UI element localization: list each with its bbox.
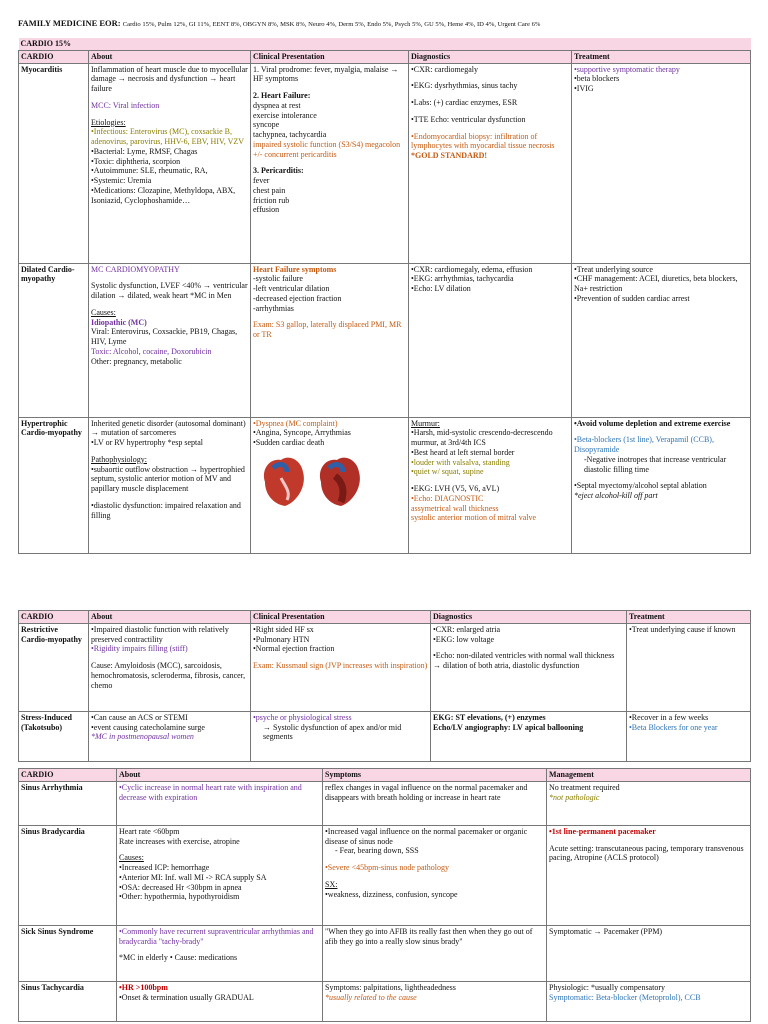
clinical-cell [251,63,409,263]
clinical-cell [251,263,409,417]
cell-text: •LV or RV hypertrophy *esp septal [91,438,204,447]
cell-text: *eject alcohol-kill off part [574,491,658,500]
treatment-cell [572,63,751,263]
about-cell [89,63,251,263]
cell-text: Heart rate <60bpm [119,826,180,836]
cell-text: •weakness, dizziness, confusion, syncope [325,889,458,899]
cell-text: Systolic dysfunction, LVEF <40% → ventricular dilation → dilated, weak heart *MC in Men [91,281,248,300]
cell-text: "When they go into AFIB its really fast then when they go out of afib they go into a really slow sinus brady" [325,926,533,946]
table-row [19,981,751,1021]
treatment-cell [627,623,751,711]
cell-text: Symptomatic → Pacemaker (PPM) [549,926,663,936]
cell-text: •Treat underlying source [574,264,653,274]
cell-text: Exam: Kussmaul sign (JVP increases with inspiration) [253,661,428,670]
cell-text: impaired systolic function (S3/S4) megacolon [253,139,401,149]
cell-text: •Echo: non-dilated ventricles with normal wall thickness → dilation of both atria, diastolic dysfunction [433,651,615,670]
table-row [19,623,751,711]
management-cell [547,981,751,1021]
cell-text: •Autoimmune: SLE, rheumatic, RA, [91,166,208,176]
cell-text: -decreased ejection fraction [253,293,342,303]
cell-text: •HR >100bpm [119,982,168,992]
cell-text: •Beta Blockers for one year [629,722,718,732]
cell-text: •Onset & termination usually GRADUAL [119,992,254,1002]
about-cell [117,781,323,825]
cell-text: •Increased ICP: hemorrhage [119,863,210,872]
treatment-cell [572,263,751,417]
treatment-cell [572,417,751,553]
col-header-clinical: Clinical Presentation [251,50,409,63]
cell-text: •Echo: DIAGNOSTIC [411,493,484,503]
cell-text: •EKG: low voltage [433,634,495,644]
table-header-row [19,769,751,782]
management-cell [547,781,751,825]
col-header-treatment: Treatment [572,50,751,63]
cell-text: •Prevention of sudden cardiac arrest [574,293,690,303]
table-row [19,781,751,825]
cell-text: •Rigidity impairs filling (stiff) [91,644,188,654]
cell-text: *not pathologic [549,792,600,802]
cell-text: Toxic: Alcohol, cocaine, Doxorubicin [91,346,212,356]
cell-text: assymetrical wall thickness [411,503,499,513]
cell-text: Physiologic: *usually compensatory [549,982,665,992]
col-header-about: About [117,769,323,782]
about-cell [117,825,323,925]
cell-text: Symptoms: palpitations, lightheadedness [325,982,456,992]
heart-normal-icon [264,457,304,505]
col-header-treatment: Treatment [627,611,751,624]
cell-text: SX: [325,879,338,889]
table-row [19,263,751,417]
cell-text: •Best heard at left sternal border [411,447,515,457]
cell-text: •Impaired diastolic function with relatively preserved contractility [91,624,229,644]
row-name: Stress-Induced (Takotsubo) [19,711,89,761]
cell-text: •subaortic outflow obstruction → hypertrophied septum, systolic anterior motion of MV and papillary muscle displacement [91,464,245,493]
cell-text: •CHF management: ACEI, diuretics, beta blockers, Na+ restriction [574,274,738,293]
cell-text: Murmur: [411,418,440,428]
row-name: Sinus Arrhythmia [19,781,117,825]
cell-text: fever [253,176,270,185]
symptoms-cell [323,981,547,1021]
cell-text: •quiet w/ squat, supine [411,467,484,477]
cell-text: •Right sided HF sx [253,624,314,634]
cell-text: Inflammation of heart muscle due to myocellular damage → necrosis and dysfunction → heart failure [91,64,248,93]
cell-text: •Labs: (+) cardiac enzymes, ESR [411,98,518,107]
table-row [19,417,751,553]
row-name: Sick Sinus Syndrome [19,925,117,981]
diagnostics-cell [431,711,627,761]
row-name: Sinus Tachycardia [19,981,117,1021]
cell-text: •Recover in a few weeks [629,712,709,722]
management-cell [547,925,751,981]
table-row [19,825,751,925]
cell-text: •Sudden cardiac death [253,438,325,447]
cell-text: Acute setting: transcutaneous pacing, temporary transvenous pacing, Atropine (ACLS protocol) [549,843,744,863]
cell-text: exercise intolerance [253,110,317,120]
diagnostics-cell [409,63,572,263]
cell-text: •louder with valsalva, standing [411,457,510,467]
cell-text: chest pain [253,185,286,195]
cell-text: Viral: Enterovirus, Coxsackie, PB19, Chagas, HIV, Lyme [91,327,238,346]
cell-text: •Other: hypothermia, hypothyroidism [119,892,240,902]
row-name: Myocarditis [19,63,89,263]
about-cell [89,711,251,761]
management-cell [547,825,751,925]
cell-text: •EKG: arrhythmias, tachycardia [411,274,514,284]
cell-text: *usually related to the cause [325,992,417,1002]
cell-text: •Bacterial: Lyme, RMSF, Chagas [91,146,198,156]
cell-text: •Septal myectomy/alcohol septal ablation [574,481,707,491]
cell-text: -systolic failure [253,274,303,284]
cell-text: 2. Heart Failure: [253,91,311,100]
cell-text: •Can cause an ACS or STEMI [91,712,188,722]
about-cell [117,981,323,1021]
document-title: FAMILY MEDICINE EOR: [18,18,121,28]
cell-text: *GOLD STANDARD! [411,151,488,160]
cell-text: -Negative inotropes that increase ventricular diastolic filling time [584,454,727,474]
cell-text: friction rub [253,195,290,205]
cell-text: •Systemic: Uremia [91,176,152,185]
cell-text: •1st line-permanent pacemaker [549,826,656,836]
cell-text: syncope [253,120,280,130]
cell-text: Echo/LV angiography: LV apical ballooning [433,722,584,732]
col-header-symptoms: Symptoms [323,769,547,782]
row-name: Sinus Bradycardia [19,825,117,925]
cell-text: •TTE Echo: ventricular dysfunction [411,114,526,124]
cell-text: •diastolic dysfunction: impaired relaxation and filling [91,500,241,520]
about-cell [89,263,251,417]
table-row [19,63,751,263]
document-subtitle: Cardio 15%, Pulm 12%, GI 11%, EENT 8%, OBGYN 8%, MSK 8%, Neuro 4%, Derm 5%, Endo 5%, Psych 5%, GU 5%, Heme 4%, ID 4%, Urgent Care 6% [122,21,541,28]
clinical-cell [251,623,431,711]
cell-text: → Systolic dysfunction of apex and/or mid segments [263,722,402,742]
cell-text: •Severe <45bpm-sinus node pathology [325,863,449,872]
cell-text: •Cyclic increase in normal heart rate with inspiration and decrease with expiration [119,782,302,802]
cell-text: •CXR: enlarged atria [433,624,501,634]
col-header-about: About [89,611,251,624]
symptoms-cell [323,925,547,981]
cell-text: •Avoid volume depletion and extreme exercise [574,418,731,428]
cell-text: •CXR: cardiomegaly [411,64,479,74]
cell-text: 3. Pericarditis: [253,166,304,176]
clinical-cell [251,711,431,761]
cell-text: Rate increases with exercise, atropine [119,836,240,846]
cell-text: •Pulmonary HTN [253,634,310,644]
cell-text: •Increased vagal influence on the normal pacemaker or organic disease of sinus node [325,826,528,846]
row-name: Dilated Cardio-myopathy [19,263,89,417]
cell-text: -arrhythmias [253,303,294,313]
cell-text: systolic anterior motion of mitral valve [411,513,537,523]
document-header [18,18,540,29]
table-row [19,711,751,761]
about-cell [89,623,251,711]
about-cell [117,925,323,981]
cell-text: Symptomatic: Beta-blocker (Metoprolol), CCB [549,992,701,1002]
section-label: CARDIO 15% [19,38,751,50]
cell-text: +/- concurrent pericarditis [253,149,337,159]
cell-text: •Normal ejection fraction [253,644,335,654]
cell-text: Inherited genetic disorder (autosomal dominant) → mutation of sarcomeres [91,418,246,438]
cell-text: - Fear, bearing down, SSS [335,846,419,856]
row-name: Restrictive Cardio-myopathy [19,623,89,711]
cell-text: •Infectious: Enterovirus (MC), coxsackie B, adenovirus, parovirus, HHV-6, EBV, HIV, VZV [91,127,245,146]
cell-text: •Treat underlying cause if known [629,624,736,634]
treatment-cell [627,711,751,761]
cell-text: Heart Failure symptoms [253,264,337,274]
heart-hypertrophic-icon [320,457,360,505]
cell-text: Cause: Amyloidosis (MCC), sarcoidosis, hemochromatosis, scleroderma, fibrosis, cancer, chemo [91,661,246,690]
cell-text: Causes: [119,853,144,863]
diagnostics-cell [409,417,572,553]
symptoms-cell [323,825,547,925]
table-header-row [19,50,751,63]
cell-text: dyspnea at rest [253,100,301,110]
cell-text: Other: pregnancy, metabolic [91,356,182,366]
cell-text: •Beta-blockers (1st line), Verapamil (CCB), Disopyramide [574,435,714,454]
col-header-cardio: CARDIO [19,769,117,782]
cell-text: •psyche or physiological stress [253,712,352,722]
cardio-table-1 [18,38,751,554]
cell-text: Exam: S3 gallop, laterally displaced PMI, MR or TR [253,320,402,339]
col-header-cardio: CARDIO [19,611,89,624]
section-label-row [19,38,751,50]
cell-text: •Medications: Clozapine, Methyldopa, ABX, Isoniazid, Cyclophoshamide… [91,185,236,205]
cell-text: •Echo: LV dilation [411,284,471,293]
cell-text: reflex changes in vagal influence on the normal pacemaker and disappears with breath holding or increase in heart rate [325,782,528,802]
col-header-about: About [89,50,251,63]
cell-text: •EKG: LVH (V5, V6, aVL) [411,484,500,493]
cell-text: No treatment required [549,782,620,792]
row-name: Hypertrophic Cardio-myopathy [19,417,89,553]
cell-text: MCC: Viral infection [91,100,160,110]
cell-text: effusion [253,205,280,215]
cell-text: tachypnea, tachycardia [253,130,327,139]
cell-text: •EKG: dysrhythmias, sinus tachy [411,81,518,91]
cell-text: Causes: [91,307,116,317]
cell-text: EKG: ST elevations, (+) enzymes [433,712,546,722]
cell-text: 1. Viral prodrome: fever, myalgia, malaise → HF symptoms [253,64,399,84]
cell-text: •Toxic: diphtheria, scorpion [91,156,181,166]
cell-text: •Dyspnea (MC complaint) [253,418,338,428]
cell-text: Idiopathic (MC) [91,317,147,327]
cell-text: •Harsh, mid-systolic crescendo-decrescendo murmur, at 3rd/4th ICS [411,428,553,447]
about-cell [89,417,251,553]
cell-text: Etiologies: [91,117,126,127]
cell-text: •Commonly have recurrent supraventricular arrhythmias and bradycardia "tachy-brady" [119,926,314,946]
hypertrophic-heart-illustration [257,452,367,510]
cell-text: •Endomyocardial biopsy: infiltration of lymphocytes with myocardial tissue necrosis [411,131,555,151]
cell-text: •Angina, Syncope, Arrythmias [253,428,351,438]
cell-text: *MC in elderly • Cause: medications [119,953,238,963]
col-header-clinical: Clinical Presentation [251,611,431,624]
table-header-row [19,611,751,624]
cell-text: •supportive symptomatic therapy [574,64,680,74]
cell-text: *MC in postmenopausal women [91,732,194,742]
cell-text: •Anterior MI: Inf. wall MI -> RCA supply SA [119,872,267,882]
cardio-table-3 [18,768,751,1022]
table-row [19,925,751,981]
diagnostics-cell [409,263,572,417]
col-header-diagnostics: Diagnostics [431,611,627,624]
col-header-cardio: CARDIO [19,50,89,63]
cell-text: •CXR: cardiomegaly, edema, effusion [411,264,533,274]
cell-text: MC CARDIOMYOPATHY [91,264,180,274]
cell-text: Pathophysiology: [91,454,148,464]
cell-text: •OSA: decreased Hr <30bpm in apnea [119,882,242,892]
cell-text: •IVIG [574,84,594,93]
col-header-management: Management [547,769,751,782]
clinical-cell [251,417,409,553]
cell-text: -left ventricular dilation [253,284,330,293]
cell-text: •event causing catecholamine surge [91,722,205,732]
symptoms-cell [323,781,547,825]
col-header-diagnostics: Diagnostics [409,50,572,63]
diagnostics-cell [431,623,627,711]
cardio-table-2 [18,610,751,762]
cell-text: •beta blockers [574,74,620,84]
